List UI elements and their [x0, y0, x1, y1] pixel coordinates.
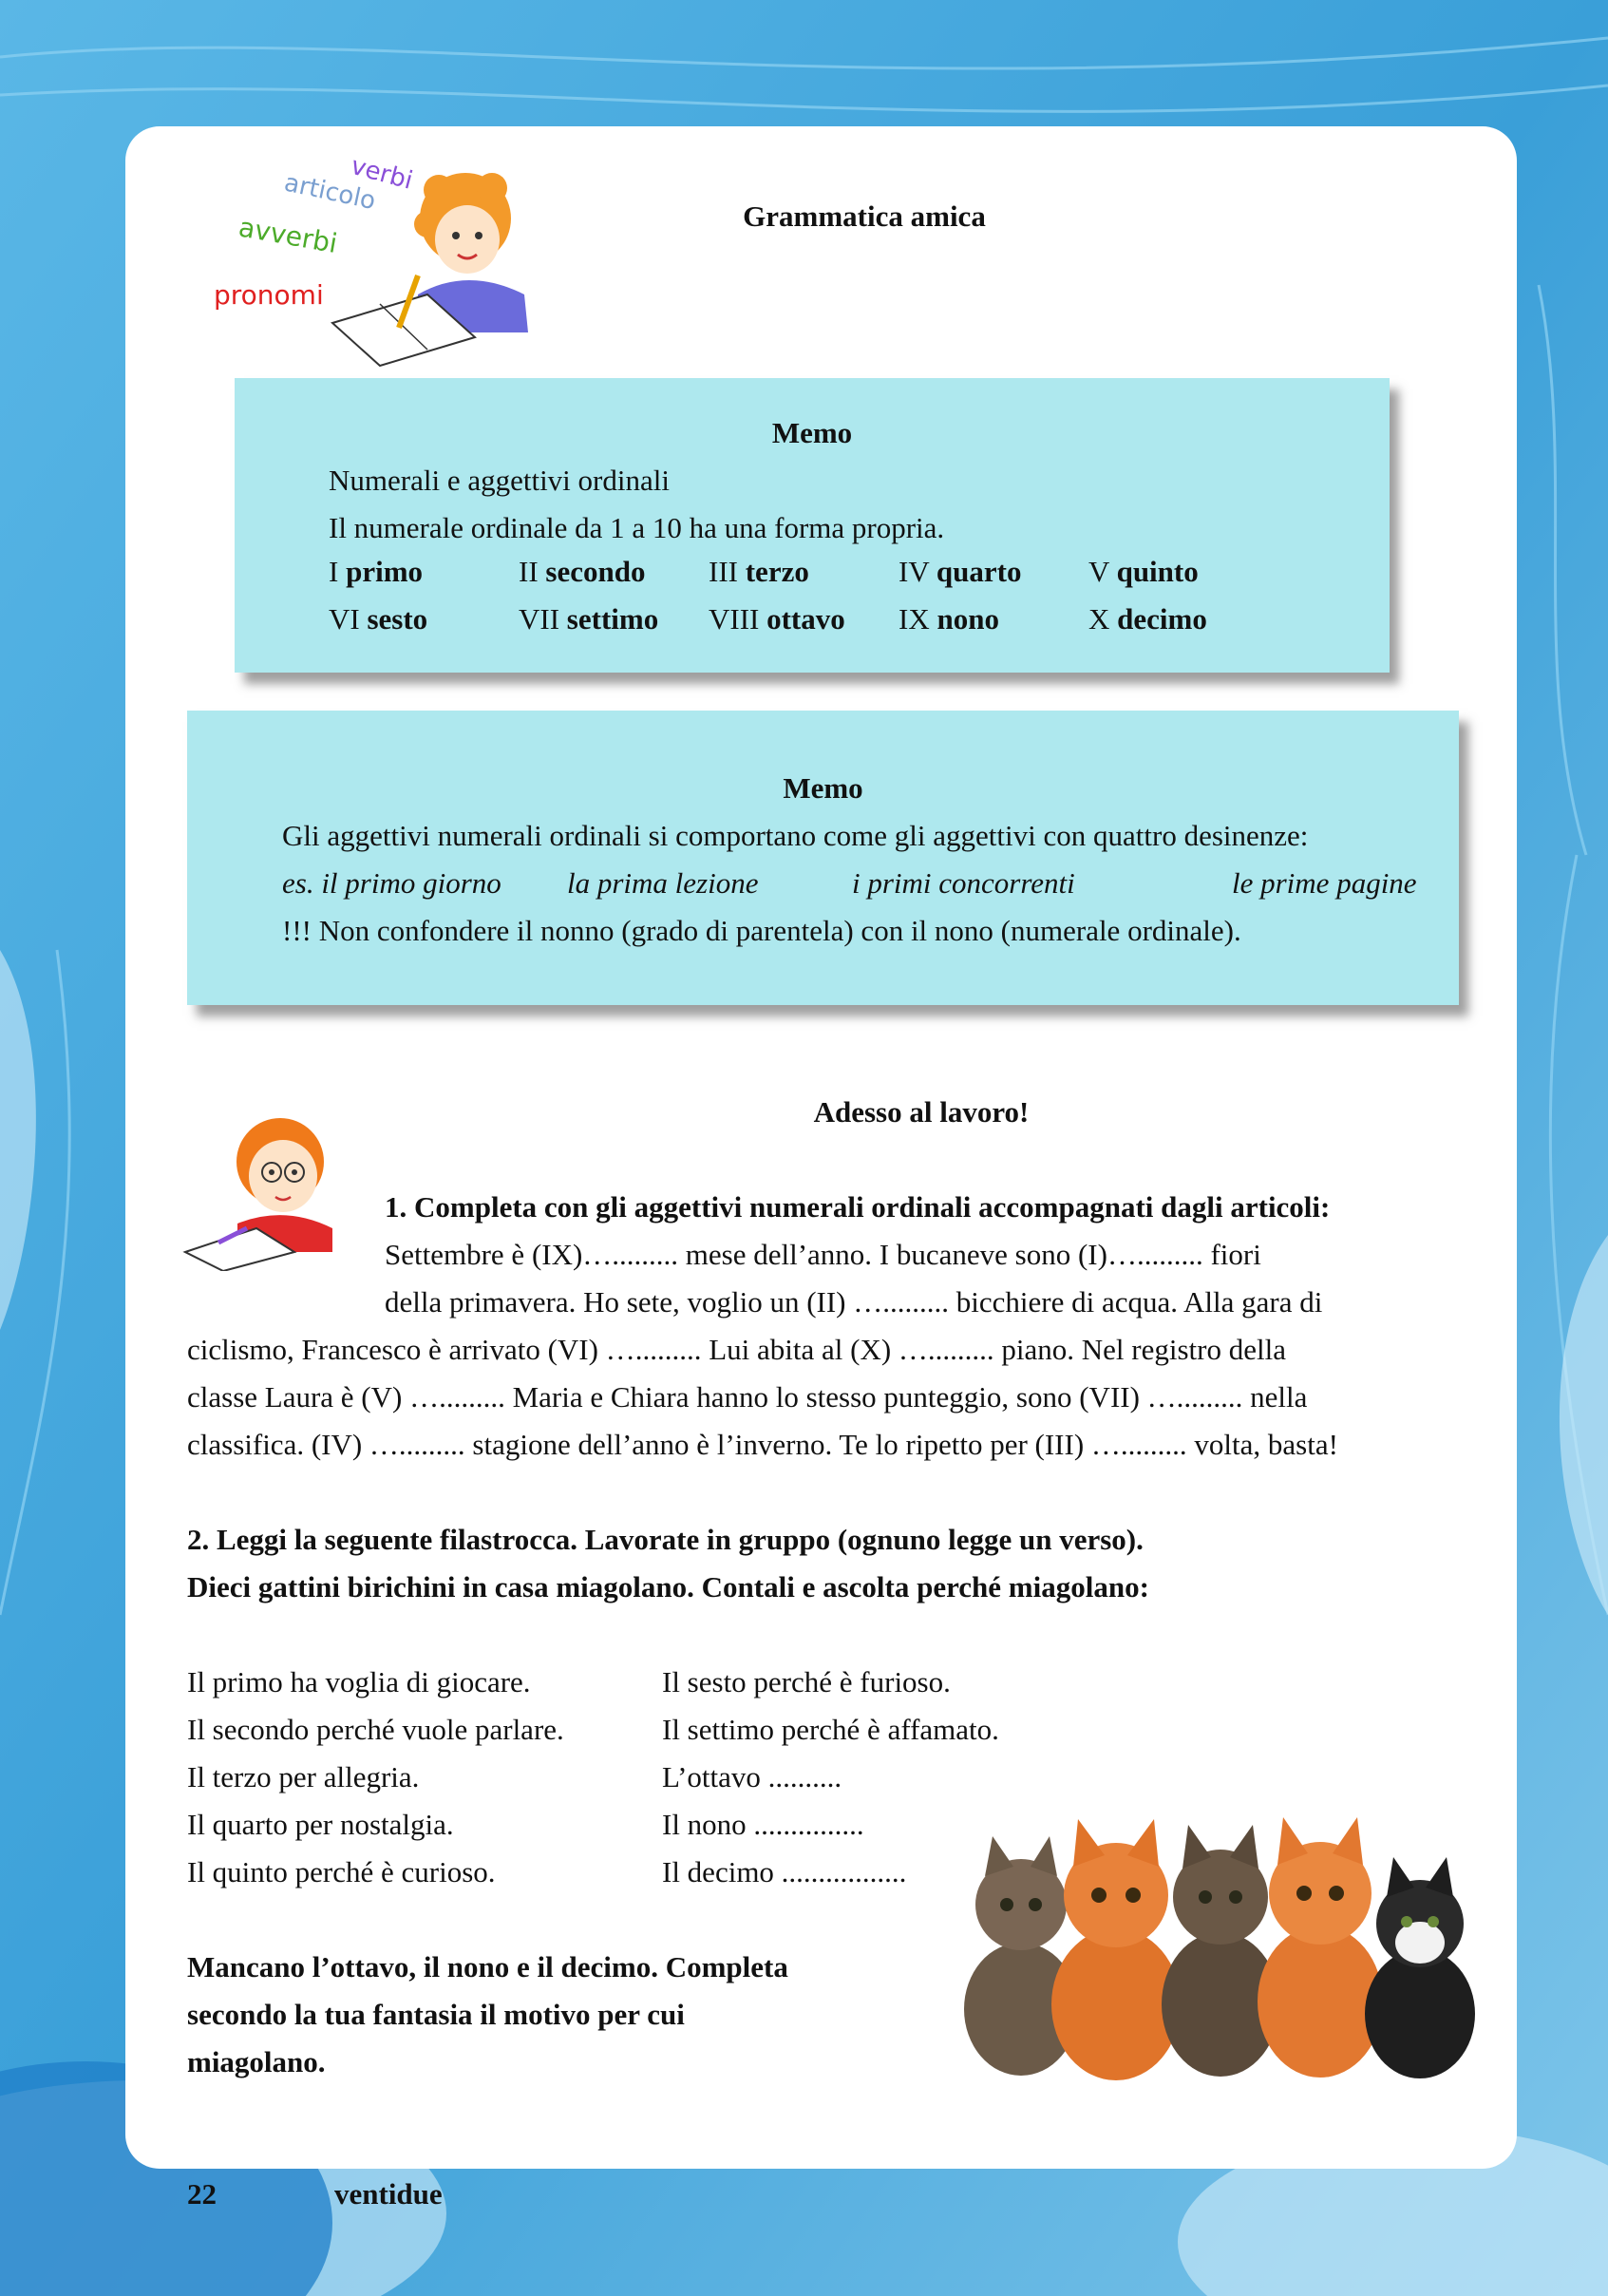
memo2-example-4: le prime pagine [1232, 866, 1417, 900]
poem-left-3: Il terzo per allegria. [187, 1760, 420, 1793]
ordinal-VIII: VIII ottavo [709, 602, 845, 636]
poem-right-3: L’ottavo .......... [662, 1760, 842, 1793]
kittens-icon [955, 1791, 1486, 2085]
poem-left-4: Il quarto per nostalgia. [187, 1808, 454, 1841]
memo-box-ordinals [235, 378, 1390, 673]
ordinal-X: X decimo [1088, 602, 1207, 636]
memo1-line1: Numerali e aggettivi ordinali [329, 464, 670, 497]
memo2-example-3: i primi concorrenti [852, 866, 1075, 900]
poem-right-5: Il decimo ................. [662, 1855, 907, 1888]
ordinal-V: V quinto [1088, 555, 1199, 588]
mascot-girl-illustration [190, 133, 551, 370]
ordinal-I: I primo [329, 555, 424, 588]
memo1-title: Memo [771, 416, 853, 449]
closing-line3: miagolano. [187, 2045, 326, 2078]
ordinal-IX: IX nono [899, 602, 999, 636]
kittens-photo [955, 1791, 1486, 2085]
memo2-example-1: es. il primo giorno [282, 866, 501, 900]
exercise1-line2: della primavera. Ho sete, voglio un (II) …......... bicchiere di acqua. Alla gara di [385, 1285, 1323, 1319]
memo1-line2: Il numerale ordinale da 1 a 10 ha una forma propria. [329, 511, 945, 544]
exercise2-line1: 2. Leggi la seguente filastrocca. Lavorate in gruppo (ognuno legge un verso). [187, 1523, 1144, 1556]
poem-left-2: Il secondo perché vuole parlare. [187, 1713, 564, 1746]
girl-writing-icon [190, 133, 551, 370]
closing-line2: secondo la tua fantasia il motivo per cui [187, 1998, 685, 2031]
work-section-title: Adesso al lavoro! [813, 1095, 1030, 1129]
poem-right-1: Il sesto perché è furioso. [662, 1665, 951, 1698]
memo2-example-2: la prima lezione [567, 866, 759, 900]
ordinal-II: II secondo [519, 555, 646, 588]
mascot-word-articolo: articolo [281, 168, 379, 217]
page-number-word: ventidue [334, 2177, 443, 2211]
poem-right-2: Il settimo perché è affamato. [662, 1713, 999, 1746]
mascot-word-pronomi: pronomi [214, 279, 324, 311]
memo2-line1: Gli aggettivi numerali ordinali si comportano come gli aggettivi con quattro desinenze: [282, 819, 1309, 852]
closing-line1: Mancano l’ottavo, il nono e il decimo. Completa [187, 1950, 788, 1983]
mascot-word-avverbi: avverbi [236, 211, 340, 260]
page-number: 22 [187, 2177, 217, 2211]
poem-right-4: Il nono ............... [662, 1808, 864, 1841]
exercise1-line4: classe Laura è (V) …......... Maria e Chiara hanno lo stesso punteggio, sono (VII) …......... nella [187, 1380, 1308, 1414]
boy-reading-illustration [180, 1110, 351, 1271]
exercise1-line3: ciclismo, Francesco è arrivato (VI) …......... Lui abita al (X) …......... piano. Nel registro della [187, 1333, 1286, 1366]
mascot-word-verbi: verbi [348, 151, 416, 196]
page-title: Grammatica amica [743, 199, 986, 233]
memo2-title: Memo [783, 771, 863, 805]
memo-box-agreement [187, 711, 1459, 1005]
exercise1-line5: classifica. (IV) …......... stagione dell’anno è l’inverno. Te lo ripetto per (III) …......... volta, basta! [187, 1428, 1338, 1461]
memo2-warning: !!! Non confondere il nonno (grado di parentela) con il nono (numerale ordinale). [282, 914, 1241, 947]
ordinal-IV: IV quarto [899, 555, 1022, 588]
ordinal-III: III terzo [709, 555, 809, 588]
boy-reading-icon [180, 1110, 351, 1271]
exercise1-title: 1. Completa con gli aggettivi numerali ordinali accompagnati dagli articoli: [385, 1190, 1331, 1224]
ordinal-VI: VI sesto [329, 602, 428, 636]
exercise1-line1: Settembre è (IX)…......... mese dell’anno. I bucaneve sono (I)…......... fiori [385, 1238, 1261, 1271]
poem-left-5: Il quinto perché è curioso. [187, 1855, 496, 1888]
exercise2-line2: Dieci gattini birichini in casa miagolano. Contali e ascolta perché miagolano: [187, 1570, 1149, 1603]
ordinal-VII: VII settimo [519, 602, 659, 636]
poem-left-1: Il primo ha voglia di giocare. [187, 1665, 531, 1698]
